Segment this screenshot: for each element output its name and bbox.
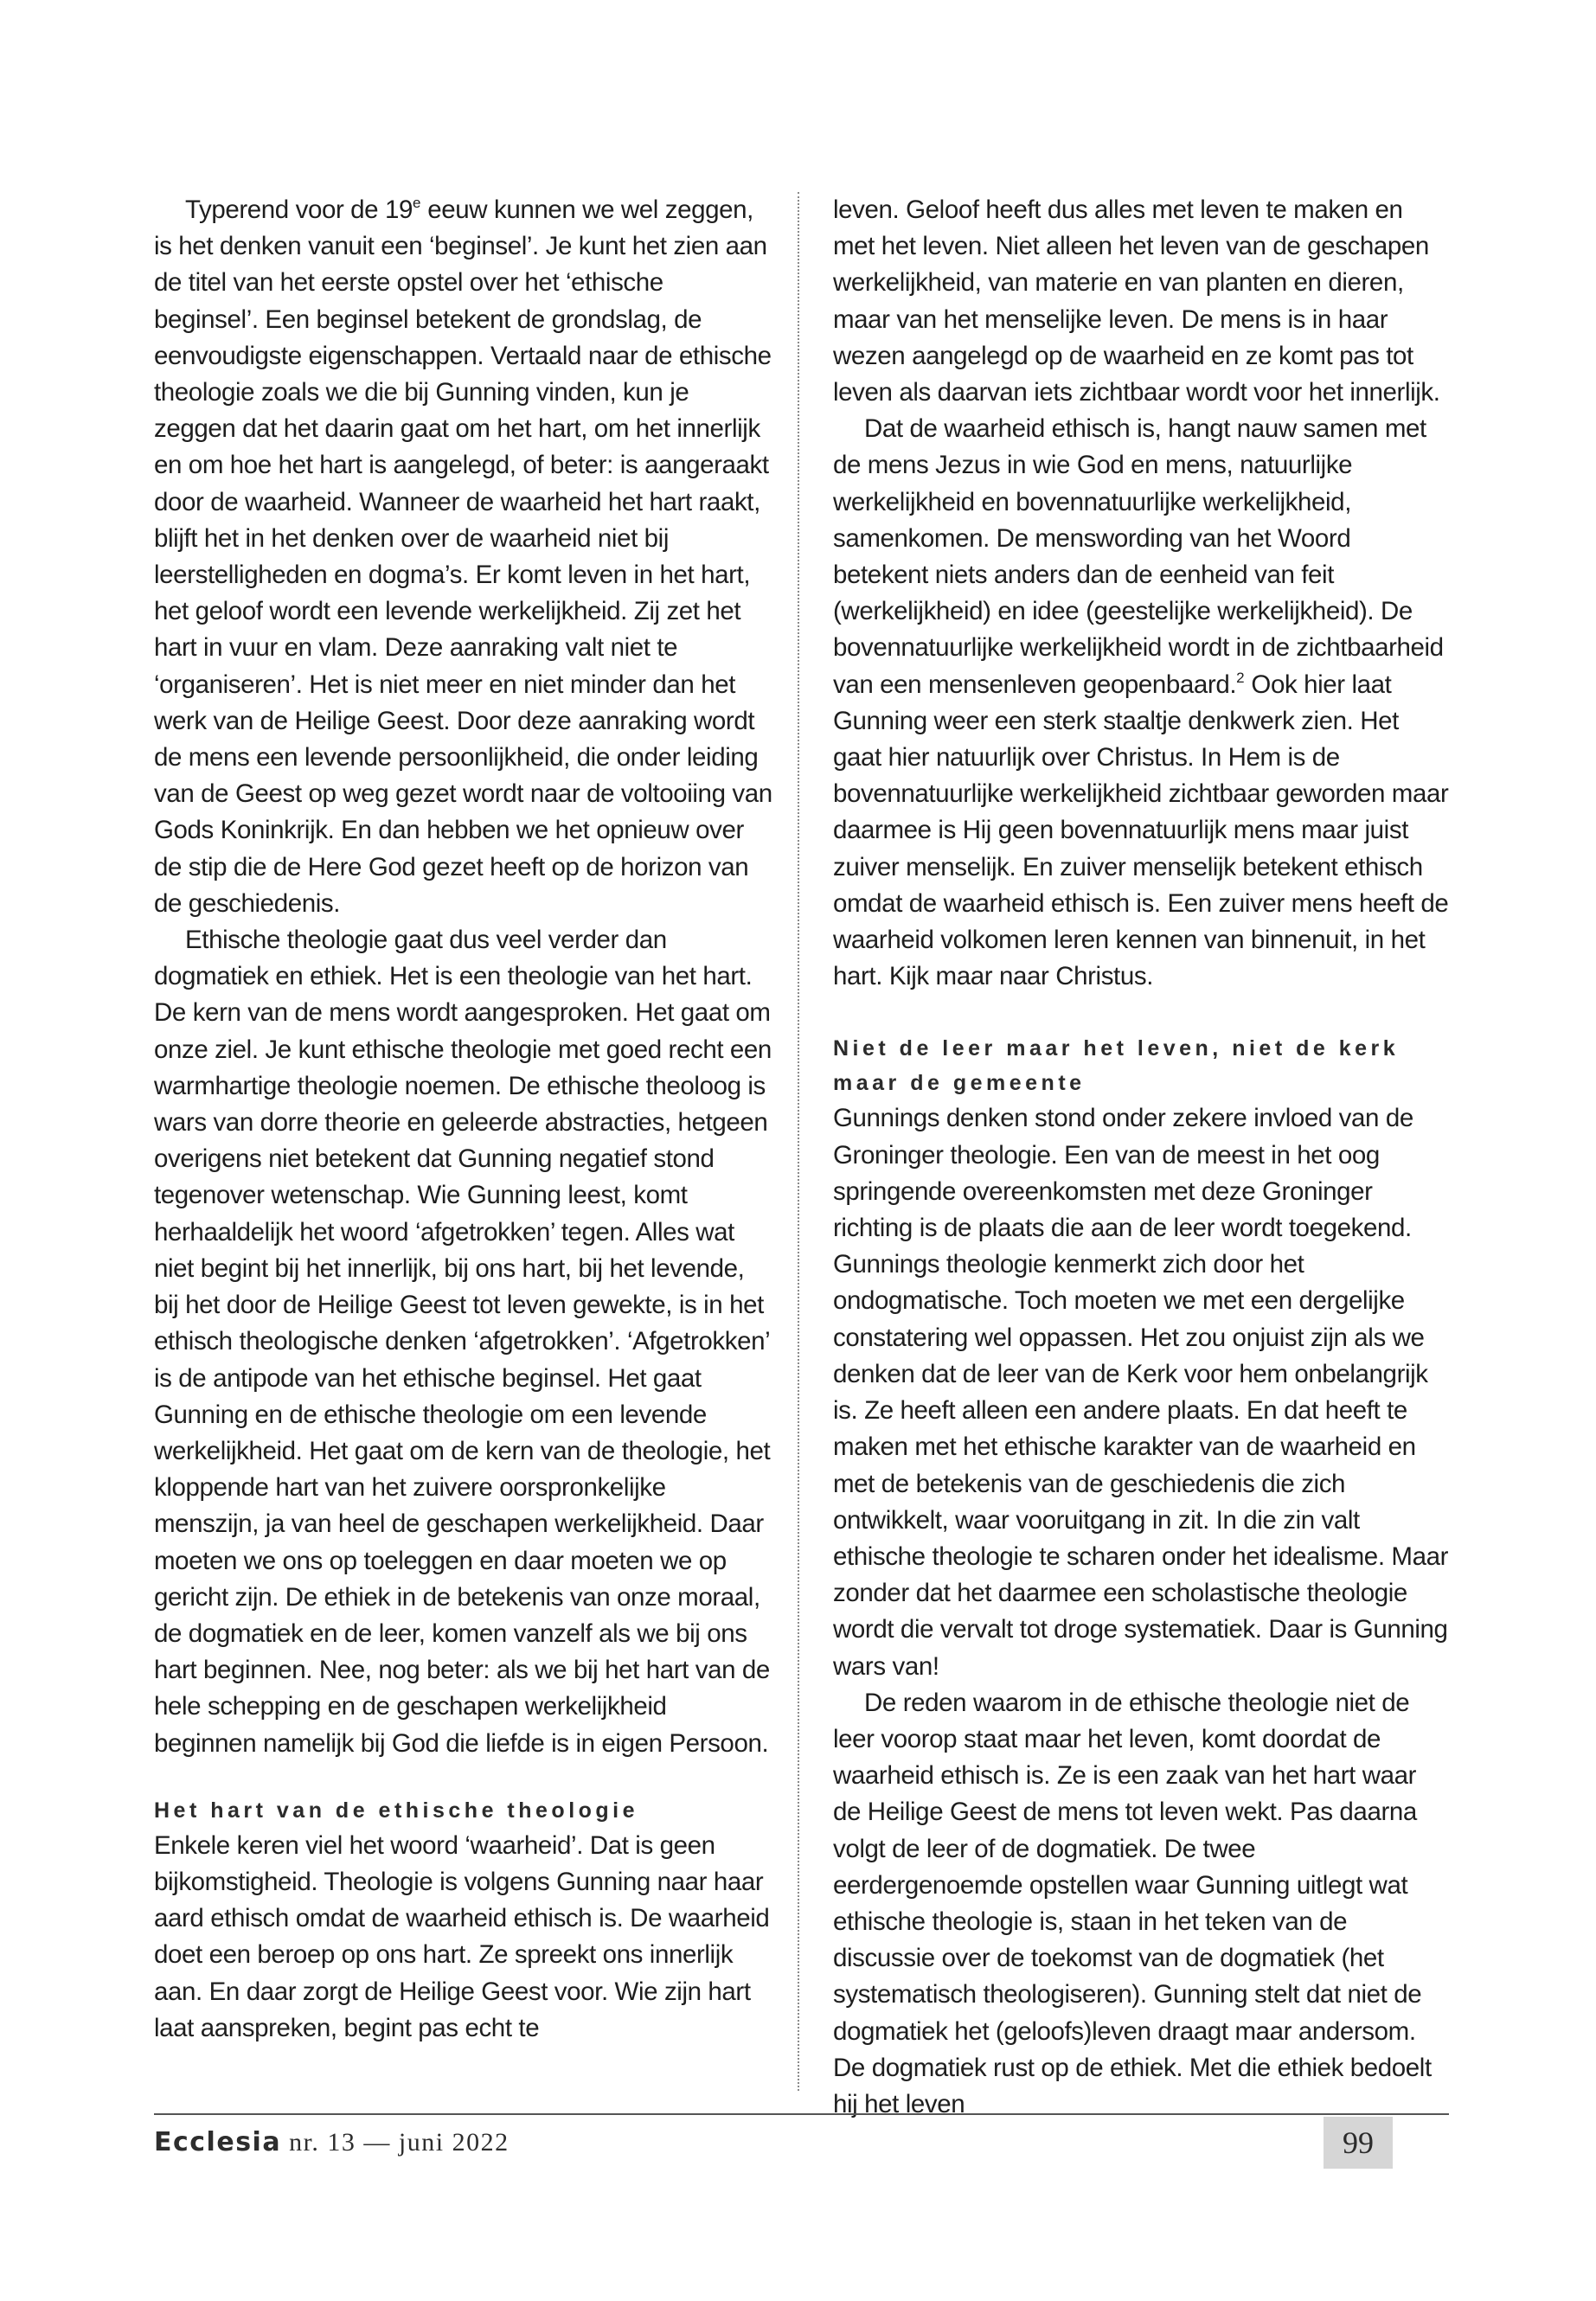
paragraph: De reden waarom in de ethische theologie niet de leer voorop staat maar het leven, komt doordat de waarheid ethisch is. Ze is een zaak van het hart waar de Heilige Geest de mens tot leven wekt. Pas daarna volgt de leer of de dogmatiek. De twee eerdergenoemde opstellen waar Gunning uitlegt wat ethische theologie is, staan in het teken van de discussie over de toekomst van de dogmatiek (het systematisch theologiseren). Gunning stelt dat niet de dogmatiek het (geloofs)leven draagt maar andersom. De dogmatiek rust op de ethiek. Met die ethiek bedoelt hij het leven <box>833 1688 1432 2118</box>
paragraph-text: Dat de waarheid ethisch is, hangt nauw samen met de mens Jezus in wie God en mens, natuurlijke werkelijkheid en bovennatuurlijke werkelijkheid, samenkomen. De menswording van het Woord betekent niets anders dan de eenheid van feit (werkelijkheid) en idee (geestelijke werkelijkheid). De bovennatuurlijke werkelijkheid wordt in de zichtbaarheid van een mensenleven geopenbaard. <box>833 414 1444 699</box>
page-number: 99 <box>1343 2125 1374 2160</box>
paragraph <box>154 192 772 922</box>
paragraph-text: Ook hier laat Gunning weer een sterk staaltje denkwerk zien. Het gaat hier natuurlijk over Christus. In Hem is de bovennatuurlijke werkelijkheid zichtbaar geworden maar daarmee is Hij geen bovennatuurlijk mens maar juist zuiver menselijk. En zuiver menselijk betekent ethisch omdat de waarheid ethisch is. Een zuiver mens heeft de waarheid volkomen leren kennen van binnenuit, in het hart. Kijk maar naar Christus. <box>833 670 1449 991</box>
superscript: e <box>413 195 421 211</box>
right-column <box>833 192 1449 2123</box>
issue-info: nr. 13 — juni 2022 <box>281 2128 510 2157</box>
page-number-box <box>1324 2117 1393 2169</box>
left-column <box>154 192 772 2047</box>
footer-citation <box>154 2125 510 2160</box>
paragraph: leven. Geloof heeft dus alles met leven te maken en met het leven. Niet alleen het leven van de geschapen werkelijkheid, van materie en van planten en dieren, maar van het menselijke leven. De mens is in haar wezen aangelegd op de waarheid en ze komt pas tot leven als daarvan iets zichtbaar wordt voor het innerlijk. <box>833 195 1440 407</box>
footer-rule <box>154 2113 1449 2115</box>
paragraph <box>833 411 1449 995</box>
journal-name: Ecclesia <box>154 2127 282 2157</box>
paragraph: Enkele keren viel het woord ‘waarheid’. Dat is geen bijkomstigheid. Theologie is volgens Gunning naar haar aard ethisch omdat de waarheid ethisch is. De waarheid doet een beroep op ons hart. Ze spreekt ons innerlijk aan. En daar zorgt de Heilige Geest voor. Wie zijn hart laat aanspreken, begint pas echt te <box>154 1830 770 2042</box>
footnote-marker: 2 <box>1236 669 1245 686</box>
paragraph: Gunnings denken stond onder zekere invloed van de Groninger theologie. Een van de meest in het oog springende overeenkomsten met deze Groninger richting is de plaats die aan de leer wordt toegekend. Gunnings theologie kenmerkt zich door het ondogmatische. Toch moeten we met een dergelijke constatering wel oppassen. Het zou onjuist zijn als we denken dat de leer van de Kerk voor hem onbelangrijk is. Ze heeft alleen een andere plaats. En dat heeft te maken met het ethische karakter van de waarheid en met de betekenis van de geschiedenis die zich ontwikkelt, waar vooruitgang in zit. In die zin valt ethische theologie te scharen onder het idealisme. Maar zonder dat het daarmee een scholastische theologie wordt die vervalt tot droge systematiek. Daar is Gunning wars van! <box>833 1104 1449 1681</box>
paragraph-text: Typerend voor de 19 <box>185 195 413 224</box>
section-heading: Het hart van de ethische theologie <box>154 1798 639 1823</box>
paragraph: Ethische theologie gaat dus veel verder dan dogmatiek en ethiek. Het is een theologie van het hart. De kern van de mens wordt aangesproken. Het gaat om onze ziel. Je kunt ethische theologie met goed recht een warmhartige theologie noemen. De ethische theoloog is wars van dorre theorie en geleerde abstracties, hetgeen overigens niet betekent dat Gunning negatief stond tegenover wetenschap. Wie Gunning leest, komt herhaaldelijk het woord ‘afgetrokken’ tegen. Alles wat niet begint bij het innerlijk, bij ons hart, bij het levende, bij het door de Heilige Geest tot leven gewekte, is in het ethisch theologische denken ‘afgetrokken’. ‘Afgetrokken’ is de antipode van het ethische beginsel. Het gaat Gunning en de ethische theologie om een levende werkelijkheid. Het gaat om de kern van de theologie, het kloppende hart van het zuivere oorspronkelijke menszijn, ja van heel de geschapen werkelijkheid. Daar moeten we ons op toeleggen en daar moeten we op gericht zijn. De ethiek in de betekenis van onze moraal, de dogmatiek en de leer, komen vanzelf als we bij ons hart beginnen. Nee, nog beter: als we bij het hart van de hele schepping en de geschapen werkelijkheid beginnen namelijk bij God die liefde is in eigen Persoon. <box>154 926 772 1758</box>
column-divider <box>798 192 799 2091</box>
section-heading: Niet de leer maar het leven, niet de kerk maar de gemeente <box>833 1036 1400 1096</box>
paragraph-text: eeuw kunnen we wel zeggen, is het denken vanuit een ‘beginsel’. Je kunt het zien aan de titel van het eerste opstel over het ‘ethische beginsel’. Een beginsel betekent de grondslag, de eenvoudigste eigenschappen. Vertaald naar de ethische theologie zoals we die bij Gunning vinden, kun je zeggen dat het daarin gaat om het hart, om het innerlijk en om hoe het hart is aangelegd, of beter: is aangeraakt door de waarheid. Wanneer de waarheid het hart raakt, blijft het in het denken over de waarheid niet bij leerstelligheden en dogma’s. Er komt leven in het hart, het geloof wordt een levende werkelijkheid. Zij zet het hart in vuur en vlam. Deze aanraking valt niet te ‘organiseren’. Het is niet meer en niet minder dan het werk van de Heilige Geest. Door deze aanraking wordt de mens een levende persoonlijkheid, die onder leiding van de Geest op weg gezet wordt naar de voltooiing van Gods Koninkrijk. En dan hebben we het opnieuw over de stip die de Here God gezet heeft op de horizon van de geschiedenis. <box>154 195 772 918</box>
